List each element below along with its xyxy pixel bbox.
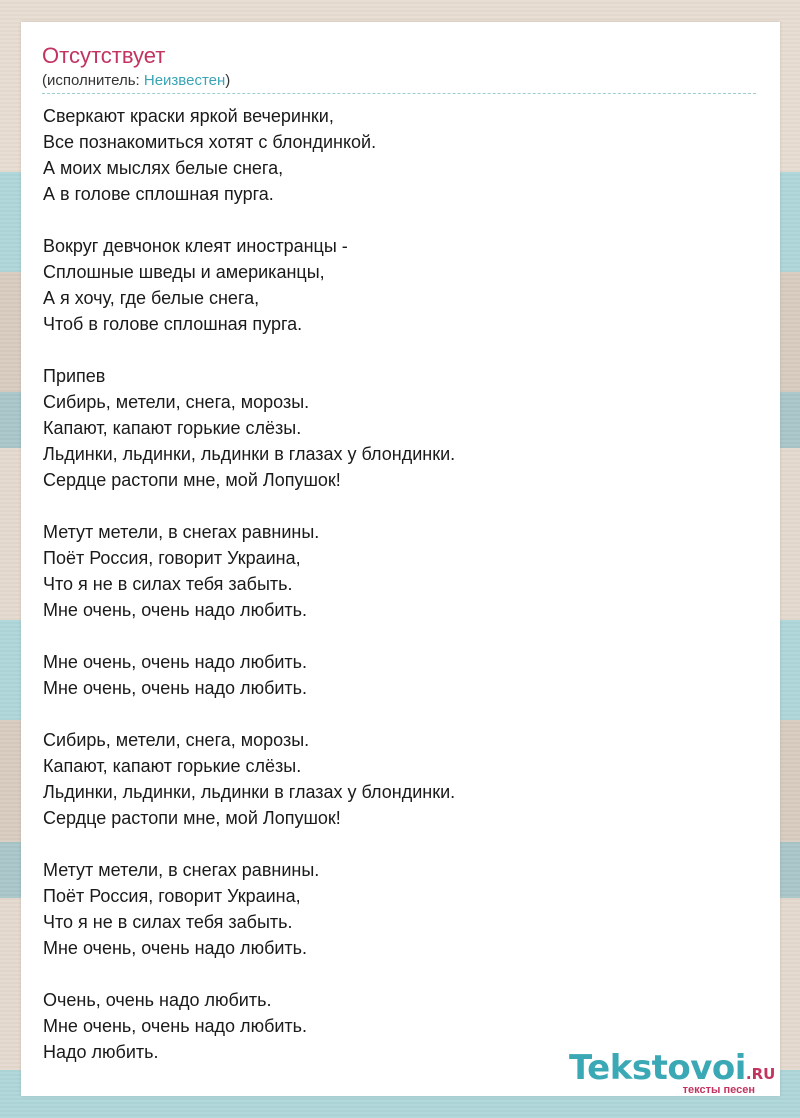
site-logo[interactable]	[569, 1050, 779, 1100]
logo-tld: .RU	[745, 1065, 776, 1083]
artist-prefix: (исполнитель:	[42, 72, 144, 89]
artist-suffix: )	[225, 72, 231, 89]
logo-tagline: тексты песен	[682, 1084, 755, 1096]
artist-line	[42, 71, 230, 91]
logo-name: Tekstovoi	[569, 1048, 746, 1088]
song-title: Отсутствует	[42, 43, 166, 68]
title-divider	[42, 93, 756, 94]
artist-link[interactable]: Неизвестен	[143, 72, 226, 89]
lyrics-text: Сверкают краски яркой вечеринки, Все познакомиться хотят с блондинкой. А моих мыслях белые снега, А в голове сплошная пурга. Вокруг девчонок клеят иностранцы - Сплошные шведы и американцы, А я хочу, где белые снега, Чтоб в голове сплошная пурга. Припев Сибирь, метели, снега, морозы. Капают, капают горькие слёзы. Льдинки, льдинки, льдинки в глазах у блондинки. Сердце растопи мне, мой Лопушок! Метут метели, в снегах равнины. Поёт Россия, говорит Украина, Что я не в силах тебя забыть. Мне очень, очень надо любить. Мне очень, очень надо любить. Мне очень, очень надо любить. Сибирь, метели, снега, морозы. Капают, капают горькие слёзы. Льдинки, льдинки, льдинки в глазах у блондинки. Сердце растопи мне, мой Лопушок! Метут метели, в снегах равнины. Поёт Россия, говорит Украина, Что я не в силах тебя забыть. Мне очень, очень надо любить. Очень, очень надо любить. Мне очень, очень надо любить. Надо любить.	[43, 106, 456, 1062]
lyrics-sheet	[21, 22, 780, 1096]
